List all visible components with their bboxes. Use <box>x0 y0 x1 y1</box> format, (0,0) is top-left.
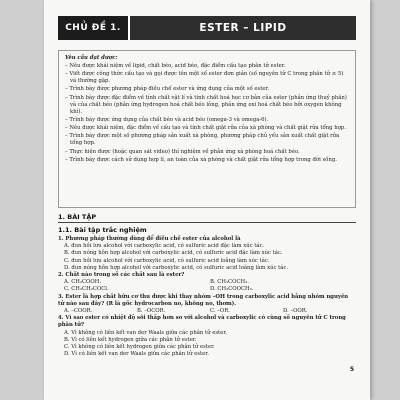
option-a: A. CH₃COOH. <box>64 279 102 286</box>
option-d: D. –OOR. <box>283 308 308 315</box>
option-b: B. đun nóng hỗn hợp alcohol với carboxylic acid, có sulfuric acid đặc làm xúc tác. <box>64 250 283 257</box>
option-c: C. Vì không có liên kết hydrogen giữa các phân tử ester. <box>64 344 215 351</box>
chapter-header <box>58 16 356 40</box>
option-c: C. –OR. <box>210 308 230 315</box>
section-divider <box>58 222 356 223</box>
option-d: D. đun nóng hỗn hợp alcohol với carboxylic acid, có sulfuric acid loãng làm xúc tác. <box>64 264 289 271</box>
option-b: B. Vì có liên kết hydrogen giữa các phân tử ester. <box>64 336 197 343</box>
objective-item: – Nêu được khái niệm, đặc điểm về cấu tạo và tính chất giặt rửa của xà phòng và chất giặt rửa tổng hợp. <box>65 125 346 132</box>
option-row <box>58 286 356 293</box>
objectives-title: Yêu cầu đạt được: <box>65 55 118 61</box>
objective-item: – Viết được công thức cấu tạo và gọi được tên một số ester đơn giản (số nguyên tử C trong phân tử ≤ 5) và thường gặp. <box>65 71 344 85</box>
objective-item: – Trình bày được ứng dụng của chất béo và acid béo (omega-3 và omega-6). <box>65 116 269 123</box>
page-number: 5 <box>349 366 354 373</box>
question-list <box>58 236 356 358</box>
objective-item: – Thực hiện được (hoặc quan sát video) thí nghiệm về phản ứng xà phòng hoá chất béo. <box>65 148 300 155</box>
option-d: D. CH₃COOCH₃. <box>210 286 254 293</box>
question-2: 2. Chất nào trong số các chất sau là ester? <box>58 272 185 279</box>
option-c: C. CH₃CH₂COCl. <box>64 286 109 293</box>
question-3: 3. Ester là hợp chất hữu cơ thu được khi thay nhóm –OH trong carboxylic acid bằng nhóm nguyên tử nào sau đây? (R là gốc hydrocarbon no, không no, thơm). <box>58 293 349 307</box>
option-b: B. –OCOR. <box>137 308 166 315</box>
option-b: B. CH₃COCH₃. <box>210 279 249 286</box>
option-c: C. đun hồi lưu alcohol với carboxylic acid, có sulfuric acid loãng làm xúc tác. <box>64 257 270 264</box>
objective-item: – Nêu được khái niệm về lipid, chất béo, acid béo, đặc điểm cấu tạo phân tử ester. <box>65 62 286 69</box>
objective-item: – Trình bày được phương pháp điều chế ester và ứng dụng của một số ester. <box>65 86 270 93</box>
question-1: 1. Phương pháp thường dùng để điều chế ester của alcohol là <box>58 236 241 242</box>
section-heading-exercises: 1. BÀI TẬP <box>58 213 97 221</box>
chapter-title: ESTER – LIPID <box>199 22 287 34</box>
objective-item: – Trình bày được một số phương pháp sản xuất xà phòng, phương pháp chủ yếu sản xuất chất giặt rửa tổng hợp. <box>65 133 340 147</box>
option-a: A. –COOR. <box>64 308 93 315</box>
chapter-chip: CHỦ ĐỀ 1. <box>58 16 130 40</box>
option-a: A. Vì không có liên kết van der Waals giữa các phân tử ester. <box>64 329 227 336</box>
book-page <box>44 0 370 400</box>
option-a: A. đun hồi lưu alcohol với carboxylic acid, có sulfuric acid đặc làm xúc tác. <box>64 243 265 250</box>
objective-item: – Trình bày được đặc điểm về tính chất vật lí và tính chất hoá học cơ bản của ester (phản ứng thuỷ phân) và của chất béo (phản ứng hydrogen hoá chất béo lỏng, phản ứng oxi hoá chất béo bởi oxygen không khí). <box>65 94 347 115</box>
question-4: 4. Vì sao ester có nhiệt độ sôi thấp hơn so với alcohol và carboxylic có cùng số nguyên tử C trong phân tử? <box>58 315 346 329</box>
option-d: D. Vì có liên kết van der Waals giữa các phân tử ester. <box>64 351 209 358</box>
objective-item: – Trình bày được cách sử dụng hợp lí, an toàn của xà phòng và chất giặt rửa tổng hợp trong đời sống. <box>65 156 337 163</box>
section-heading-multiple-choice: 1.1. Bài tập trắc nghiệm <box>58 226 147 234</box>
option-row <box>58 279 356 286</box>
objectives-box <box>58 50 356 208</box>
